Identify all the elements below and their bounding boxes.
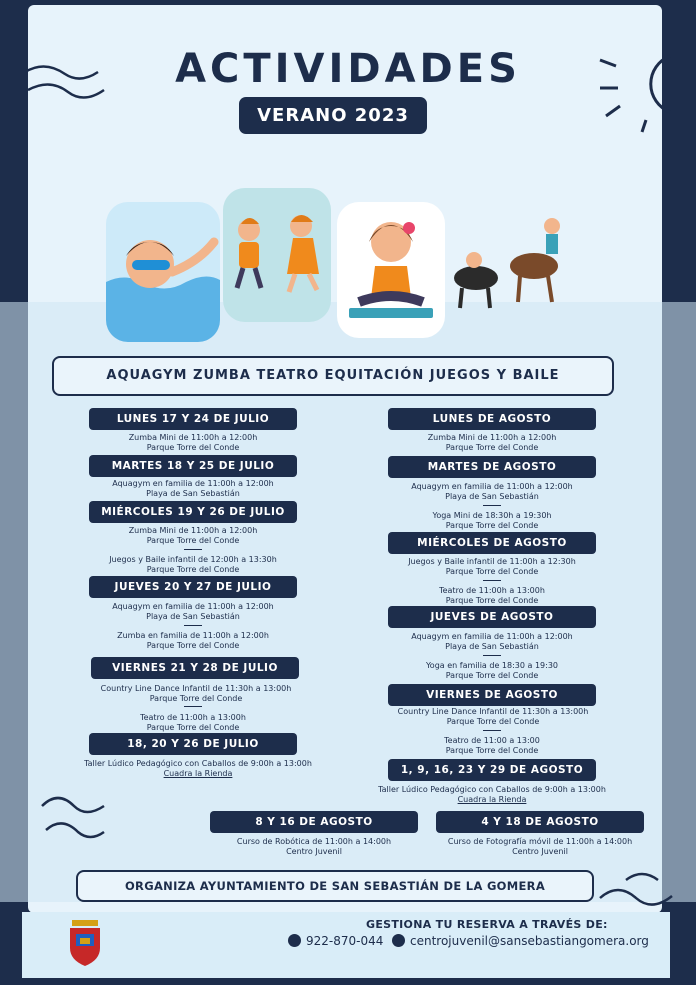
location-line: Centro Juvenil bbox=[512, 847, 568, 856]
email-icon bbox=[392, 934, 405, 947]
municipal-crest-icon bbox=[66, 918, 104, 968]
day-header: VIERNES 21 Y 28 DE JULIO bbox=[91, 657, 299, 679]
day-header: VIERNES DE AGOSTO bbox=[388, 684, 596, 706]
activity-line: Teatro de 11:00 a 13:00 bbox=[444, 736, 540, 745]
location-line: Playa de San Sebastián bbox=[146, 612, 240, 621]
phone-number: 922-870-044 bbox=[306, 934, 384, 948]
day-header: 8 Y 16 DE AGOSTO bbox=[210, 811, 418, 833]
location-line: Parque Torre del Conde bbox=[146, 565, 240, 574]
location-link[interactable]: Cuadra la Rienda bbox=[163, 769, 233, 778]
activity-line: Teatro de 11:00h a 13:00h bbox=[140, 713, 246, 722]
separator bbox=[184, 625, 202, 626]
wave-icon bbox=[38, 792, 108, 852]
location-line: Parque Torre del Conde bbox=[146, 536, 240, 545]
phone-icon bbox=[288, 934, 301, 947]
activity-line: Aquagym en familia de 11:00h a 12:00h bbox=[411, 632, 573, 641]
activity-line: Juegos y Baile infantil de 11:00h a 12:30h bbox=[408, 557, 576, 566]
activity-line: Aquagym en familia de 11:00h a 12:00h bbox=[112, 479, 274, 488]
location-line: Parque Torre del Conde bbox=[445, 746, 539, 755]
location-line: Parque Torre del Conde bbox=[445, 443, 539, 452]
activity-line: Country Line Dance Infantil de 11:30h a 13:00h bbox=[397, 707, 589, 716]
yoga-illustration bbox=[337, 202, 445, 338]
day-header: LUNES 17 Y 24 DE JULIO bbox=[89, 408, 297, 430]
page-title: ACTIVIDADES bbox=[175, 46, 521, 92]
activity-line: Zumba Mini de 11:00h a 12:00h bbox=[427, 433, 557, 442]
day-header: 18, 20 Y 26 DE JULIO bbox=[89, 733, 297, 755]
wave-icon bbox=[596, 868, 676, 914]
separator bbox=[483, 730, 501, 731]
day-header: JUEVES 20 Y 27 DE JULIO bbox=[89, 576, 297, 598]
separator bbox=[184, 706, 202, 707]
day-header: MIÉRCOLES DE AGOSTO bbox=[388, 532, 596, 554]
activity-line: Yoga Mini de 18:30h a 19:30h bbox=[432, 511, 552, 520]
location-line: Playa de San Sebastián bbox=[445, 642, 539, 651]
activity-line: Yoga en familia de 18:30 a 19:30 bbox=[425, 661, 559, 670]
day-header: MARTES 18 Y 25 DE JULIO bbox=[89, 455, 297, 477]
separator bbox=[483, 580, 501, 581]
activity-line: Aquagym en familia de 11:00h a 12:00h bbox=[411, 482, 573, 491]
activity-line: Curso de Fotografía móvil de 11:00h a 14:00h bbox=[447, 837, 633, 846]
activity-line: Aquagym en familia de 11:00h a 12:00h bbox=[112, 602, 274, 611]
separator bbox=[483, 655, 501, 656]
phone-contact[interactable] bbox=[288, 932, 383, 950]
email-contact[interactable] bbox=[392, 932, 649, 950]
location-line: Parque Torre del Conde bbox=[445, 521, 539, 530]
activity-line: Teatro de 11:00h a 13:00h bbox=[439, 586, 545, 595]
location-line: Centro Juvenil bbox=[286, 847, 342, 856]
day-header: MARTES DE AGOSTO bbox=[388, 456, 596, 478]
organizer-box: ORGANIZA AYUNTAMIENTO DE SAN SEBASTIÁN DE LA GOMERA bbox=[76, 870, 594, 902]
activity-line: Zumba en familia de 11:00h a 12:00h bbox=[117, 631, 269, 640]
swimming-illustration bbox=[106, 202, 220, 342]
location-line: Parque Torre del Conde bbox=[446, 717, 540, 726]
location-line: Parque Torre del Conde bbox=[445, 596, 539, 605]
location-link[interactable]: Cuadra la Rienda bbox=[457, 795, 527, 804]
separator bbox=[483, 505, 501, 506]
separator bbox=[184, 549, 202, 550]
location-line: Parque Torre del Conde bbox=[445, 671, 539, 680]
activity-line: Taller Lúdico Pedagógico con Caballos de 9:00h a 13:00h bbox=[378, 785, 606, 794]
horse-riding-illustration bbox=[448, 208, 570, 316]
day-header: 4 Y 18 DE AGOSTO bbox=[436, 811, 644, 833]
location-line: Playa de San Sebastián bbox=[445, 492, 539, 501]
subtitle-badge: VERANO 2023 bbox=[239, 97, 427, 134]
activities-banner: AQUAGYM ZUMBA TEATRO EQUITACIÓN JUEGOS Y BAILE bbox=[52, 356, 614, 396]
activity-line: Zumba Mini de 11:00h a 12:00h bbox=[128, 433, 258, 442]
day-header: MIÉRCOLES 19 Y 26 DE JULIO bbox=[89, 501, 297, 523]
location-line: Parque Torre del Conde bbox=[149, 694, 243, 703]
day-header: JUEVES DE AGOSTO bbox=[388, 606, 596, 628]
location-line: Parque Torre del Conde bbox=[146, 443, 240, 452]
day-header: LUNES DE AGOSTO bbox=[388, 408, 596, 430]
location-line: Parque Torre del Conde bbox=[146, 723, 240, 732]
activity-line: Taller Lúdico Pedagógico con Caballos de 9:00h a 13:00h bbox=[84, 759, 312, 768]
zumba-illustration bbox=[223, 188, 331, 322]
location-line: Parque Torre del Conde bbox=[445, 567, 539, 576]
booking-label: GESTIONA TU RESERVA A TRAVÉS DE: bbox=[366, 918, 608, 931]
activity-line: Curso de Robótica de 11:00h a 14:00h bbox=[236, 837, 392, 846]
day-header: 1, 9, 16, 23 Y 29 DE AGOSTO bbox=[388, 759, 596, 781]
activity-line: Juegos y Baile infantil de 12:00h a 13:30h bbox=[109, 555, 277, 564]
location-line: Playa de San Sebastián bbox=[146, 489, 240, 498]
location-line: Parque Torre del Conde bbox=[146, 641, 240, 650]
email-address: centrojuvenil@sansebastiangomera.org bbox=[410, 934, 649, 948]
activity-line: Country Line Dance Infantil de 11:30h a 13:00h bbox=[100, 684, 292, 693]
activity-line: Zumba Mini de 11:00h a 12:00h bbox=[128, 526, 258, 535]
